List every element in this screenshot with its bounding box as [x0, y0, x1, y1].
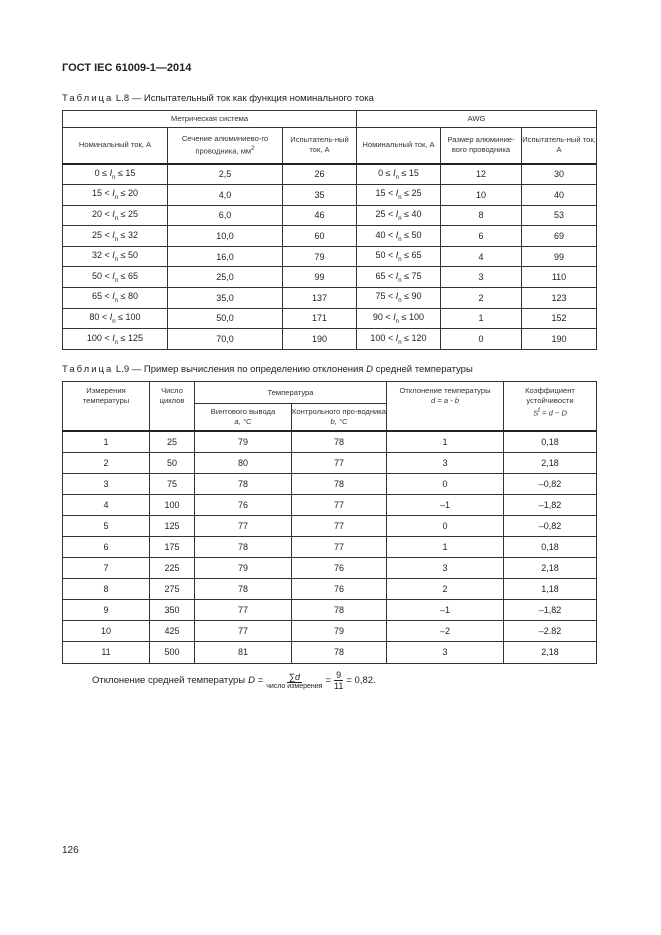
cell: 50,0 [168, 308, 283, 329]
cell: 1 [387, 536, 504, 557]
table-row [63, 246, 597, 267]
cell: 2,18 [504, 642, 597, 663]
mean-deviation-formula: Отклонение средней температуры D = $\frac{\sum d}{\text{число измерения}}$ = $\frac{9}{11}$ = 0,82. [92, 670, 376, 691]
table-row [63, 600, 597, 621]
cell: 5 [63, 515, 150, 536]
cell: 0,18 [504, 536, 597, 557]
cell: 3 [387, 642, 504, 663]
cell: 77 [292, 452, 387, 473]
cell: 69 [522, 226, 597, 247]
table-row [63, 558, 597, 579]
cell: 7 [63, 558, 150, 579]
group-awg: AWG [357, 111, 597, 128]
cell: 2 [387, 579, 504, 600]
cell: 4 [63, 494, 150, 515]
cell: 1 [63, 431, 150, 453]
table-row [63, 536, 597, 557]
cell: 78 [292, 431, 387, 453]
cell: 99 [522, 246, 597, 267]
col-header: Число циклов [150, 382, 195, 431]
col-header: Винтового вывода a, °C [195, 404, 292, 431]
cell: 500 [150, 642, 195, 663]
table-row [63, 308, 597, 329]
cell: 6 [441, 226, 522, 247]
table-row [63, 431, 597, 453]
cell: 80 [195, 452, 292, 473]
cell: 77 [292, 536, 387, 557]
cell: 1 [441, 308, 522, 329]
cell: 79 [283, 246, 357, 267]
table-row [63, 473, 597, 494]
cell: 78 [195, 579, 292, 600]
cell: 35,0 [168, 288, 283, 309]
table-row [63, 329, 597, 350]
cell: 425 [150, 621, 195, 642]
group-metric: Метрическая система [63, 111, 357, 128]
table-l9 [62, 381, 597, 664]
col-header: Отклонение температуры d = a - b [387, 382, 504, 431]
group-temperature: Температура [195, 382, 387, 404]
table-row [63, 579, 597, 600]
cell: 76 [292, 558, 387, 579]
cell: 2,5 [168, 164, 283, 185]
cell: 26 [283, 164, 357, 185]
current-range: $25 < I_n \le 32$ [63, 226, 168, 247]
cell: 77 [292, 515, 387, 536]
current-range: $80 < I_n \le 100$ [63, 308, 168, 329]
table-row [63, 267, 597, 288]
col-header: Контрольного про-водника b, °C [292, 404, 387, 431]
col-header: Номинальный ток, А [357, 128, 441, 164]
cell: 1 [387, 431, 504, 453]
cell: 4 [441, 246, 522, 267]
current-range: $100 < I_n \le 125$ [63, 329, 168, 350]
cell: 78 [195, 536, 292, 557]
table-row [63, 164, 597, 185]
table-row [63, 288, 597, 309]
cell: 25 [150, 431, 195, 453]
cell: 25,0 [168, 267, 283, 288]
cell: 4,0 [168, 185, 283, 206]
cell: 2,18 [504, 452, 597, 473]
current-range: $32 < I_n \le 50$ [63, 246, 168, 267]
cell: 75 [150, 473, 195, 494]
document-header: ГОСТ IEC 61009-1—2014 [62, 62, 192, 74]
cell: 79 [195, 431, 292, 453]
table-row [63, 185, 597, 206]
cell: 76 [195, 494, 292, 515]
current-range: $75 < I_n \le 90$ [357, 288, 441, 309]
cell: 175 [150, 536, 195, 557]
cell: 137 [283, 288, 357, 309]
cell: 110 [522, 267, 597, 288]
cell: 0 [387, 473, 504, 494]
cell: 125 [150, 515, 195, 536]
cell: 152 [522, 308, 597, 329]
current-range: $90 < I_n \le 100$ [357, 308, 441, 329]
current-range: $65 < I_n \le 75$ [357, 267, 441, 288]
cell: 81 [195, 642, 292, 663]
cell: 10 [63, 621, 150, 642]
table-row [63, 452, 597, 473]
cell: 77 [195, 515, 292, 536]
cell: 0,18 [504, 431, 597, 453]
cell: 3 [387, 558, 504, 579]
current-range: $15 < I_n \le 25$ [357, 185, 441, 206]
cell: 78 [195, 473, 292, 494]
current-range: $65 < I_n \le 80$ [63, 288, 168, 309]
cell: 2,18 [504, 558, 597, 579]
col-header: Измерения температуры [63, 382, 150, 431]
cell: 6 [63, 536, 150, 557]
col-header: Размер алюминие-вого проводника [441, 128, 522, 164]
table-l8-caption: Таблица L.8 — Испытательный ток как функция номинального тока [62, 93, 374, 104]
cell: 50 [150, 452, 195, 473]
cell: 2 [441, 288, 522, 309]
cell: 99 [283, 267, 357, 288]
cell: 0 [387, 515, 504, 536]
cell: 6,0 [168, 205, 283, 226]
cell: 171 [283, 308, 357, 329]
current-range: $15 < I_n \le 20$ [63, 185, 168, 206]
cell: 78 [292, 642, 387, 663]
cell: 8 [63, 579, 150, 600]
cell: 60 [283, 226, 357, 247]
cell: –1,82 [504, 494, 597, 515]
cell: 77 [195, 621, 292, 642]
cell: 190 [283, 329, 357, 350]
current-range: $25 < I_n \le 40$ [357, 205, 441, 226]
current-range: $50 < I_n \le 65$ [357, 246, 441, 267]
cell: 30 [522, 164, 597, 185]
table-row [63, 205, 597, 226]
current-range: $100 < I_n \le 120$ [357, 329, 441, 350]
cell: –1 [387, 600, 504, 621]
table-row [63, 621, 597, 642]
cell: 76 [292, 579, 387, 600]
table-l8 [62, 110, 597, 350]
cell: –0,82 [504, 473, 597, 494]
cell: –2.82 [504, 621, 597, 642]
cell: 79 [292, 621, 387, 642]
cell: 8 [441, 205, 522, 226]
cell: 275 [150, 579, 195, 600]
cell: 79 [195, 558, 292, 579]
cell: 1,18 [504, 579, 597, 600]
current-range: $40 < I_n \le 50$ [357, 226, 441, 247]
cell: 78 [292, 600, 387, 621]
cell: –1 [387, 494, 504, 515]
table-row [63, 226, 597, 247]
col-header: Испытатель-ный ток, А [522, 128, 597, 164]
cell: 100 [150, 494, 195, 515]
cell: 35 [283, 185, 357, 206]
cell: 46 [283, 205, 357, 226]
table-row [63, 515, 597, 536]
cell: –1,82 [504, 600, 597, 621]
table-row [63, 642, 597, 663]
current-range: $50 < I_n \le 65$ [63, 267, 168, 288]
cell: 0 [441, 329, 522, 350]
cell: 3 [387, 452, 504, 473]
cell: 190 [522, 329, 597, 350]
cell: 10 [441, 185, 522, 206]
cell: 2 [63, 452, 150, 473]
current-range: $0 \le I_n \le 15$ [357, 164, 441, 185]
cell: 12 [441, 164, 522, 185]
cell: 123 [522, 288, 597, 309]
cell: 350 [150, 600, 195, 621]
col-header: Испытатель-ный ток, А [283, 128, 357, 164]
cell: 3 [63, 473, 150, 494]
cell: 77 [292, 494, 387, 515]
current-range: $20 < I_n \le 25$ [63, 205, 168, 226]
cell: 10,0 [168, 226, 283, 247]
cell: 3 [441, 267, 522, 288]
col-header: Коэффициент устойчивости $S^f = d - D$ [504, 382, 597, 431]
cell: –2 [387, 621, 504, 642]
table-l9-caption: Таблица L.9 — Пример вычисления по определению отклонения D средней температуры [62, 364, 473, 375]
cell: 53 [522, 205, 597, 226]
cell: 77 [195, 600, 292, 621]
cell: 9 [63, 600, 150, 621]
cell: 70,0 [168, 329, 283, 350]
current-range: $0 \le I_n \le 15$ [63, 164, 168, 185]
col-header: Сечение алюминиево-го проводника, $мм^2$ [168, 128, 283, 164]
page-number: 126 [62, 845, 79, 856]
cell: 78 [292, 473, 387, 494]
cell: –0,82 [504, 515, 597, 536]
cell: 40 [522, 185, 597, 206]
cell: 11 [63, 642, 150, 663]
cell: 16,0 [168, 246, 283, 267]
col-header: Номинальный ток, А [63, 128, 168, 164]
cell: 225 [150, 558, 195, 579]
table-row [63, 494, 597, 515]
